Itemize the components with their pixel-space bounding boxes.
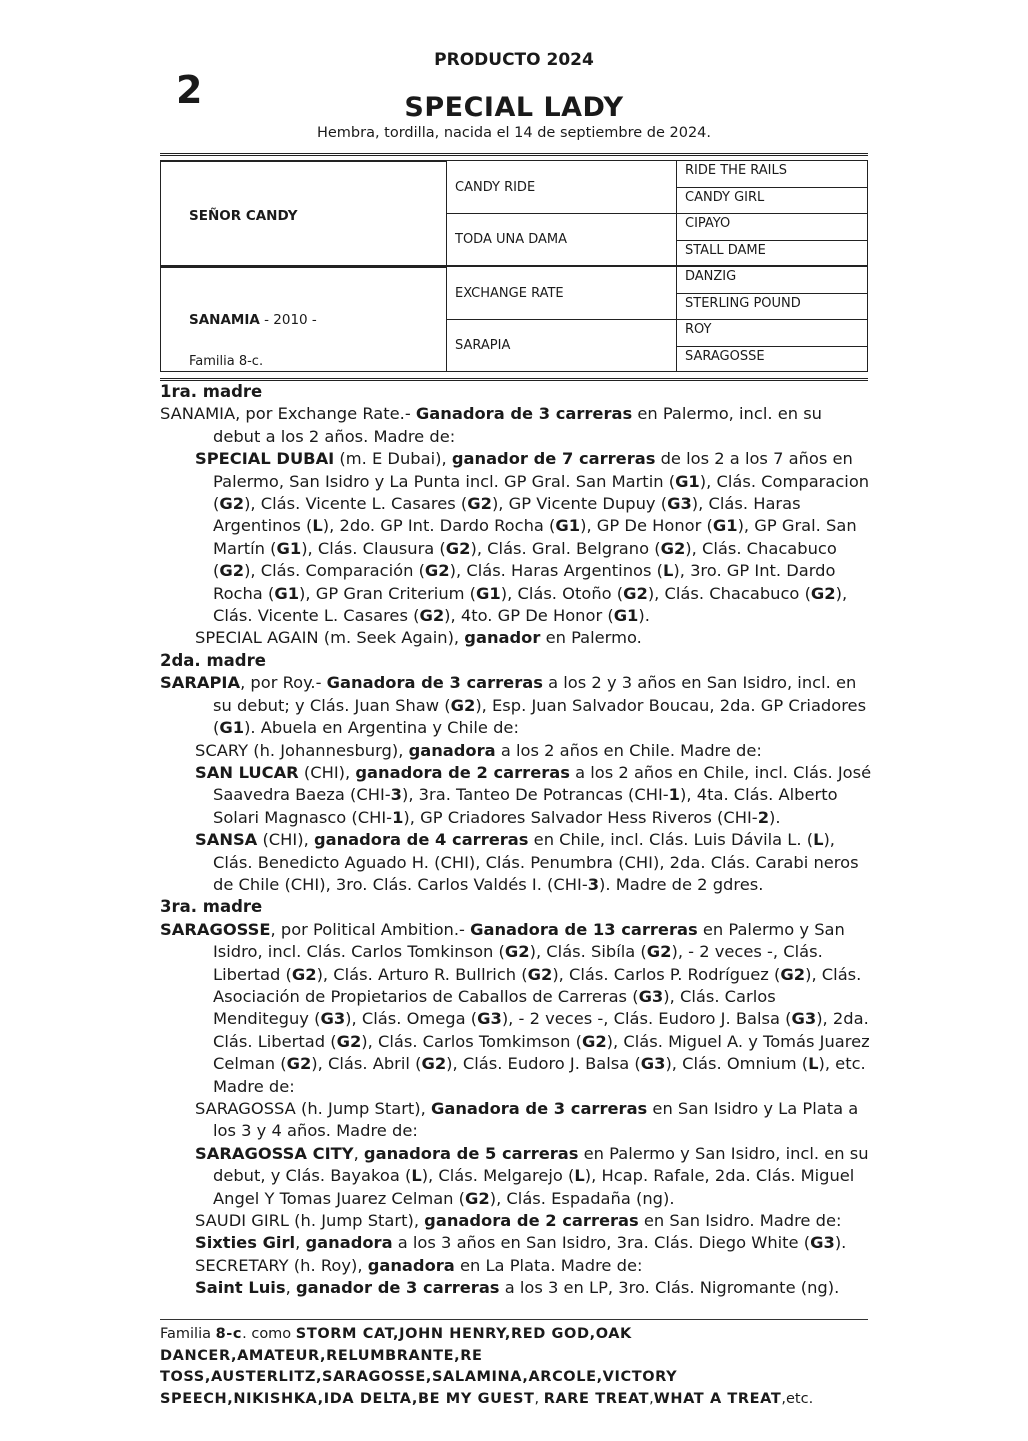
produce-entry: SAUDI GIRL (h. Jump Start), ganadora de 2 carreras en San Isidro. Madre de: (195, 1211, 842, 1231)
dam-record: SANAMIA, por Exchange Rate.- Ganadora de 3 carreras en Palermo, incl. en su debut a los 2 años. Madre de: (160, 404, 823, 446)
footer-separator: , (534, 1390, 544, 1407)
family-footer (160, 1324, 872, 1410)
dam-year: - 2010 - (259, 312, 317, 328)
gen3-cell: STALL DAME (676, 240, 868, 266)
sire-sire-cell: CANDY RIDE (446, 160, 677, 214)
catalog-header: PRODUCTO 2024 (434, 50, 594, 70)
produce-entry: SPECIAL AGAIN (m. Seek Again), ganador en Palermo. (195, 628, 642, 648)
section-heading-2da-madre: 2da. madre (160, 650, 266, 670)
dam-dam-cell: SARAPIA (446, 319, 677, 372)
sire-dam-cell: TODA UNA DAMA (446, 213, 677, 266)
dam-name: SANAMIA (189, 312, 260, 328)
sire-name: SEÑOR CANDY (189, 208, 298, 224)
family-notable-names: WHAT A TREAT (653, 1390, 782, 1407)
dam-name-line (189, 312, 317, 328)
footer-etc: ,etc. (781, 1390, 814, 1407)
section-heading-1ra-madre: 1ra. madre (160, 382, 263, 401)
footer-separator: , (649, 1390, 654, 1407)
produce-record (160, 381, 872, 1300)
pedigree-table (160, 153, 868, 381)
gen3-cell: SARAGOSSE (676, 346, 868, 372)
dam-record: SARAPIA, por Roy.- Ganadora de 3 carreras a los 2 y 3 años en San Isidro, incl. en su debut; y Clás. Juan Shaw (G2), Esp. Juan Salvador Boucau, 2da. GP Criadores (G1). Abuela en Argentina y Chile de: (160, 673, 867, 738)
family-notable-names: RARE TREAT (543, 1390, 650, 1407)
lot-number: 2 (176, 68, 203, 112)
family-note: Familia 8-c. (189, 354, 264, 369)
family-code: 8-c (215, 1326, 243, 1342)
produce-entry: SARAGOSSA CITY, ganadora de 5 carreras en Palermo y San Isidro, incl. en su debut, y Clás. Bayakoa (L), Clás. Melgarejo (L), Hcap. Rafale, 2da. Clás. Miguel Angel Y Tomas Juarez Celman (G2), Clás. Espadaña (ng). (195, 1143, 869, 1208)
produce-entry: Saint Luis, ganador de 3 carreras a los 3 en LP, 3ro. Clás. Nigromante (ng). (195, 1278, 840, 1298)
dam-sire-cell: EXCHANGE RATE (446, 266, 677, 320)
footer-divider (160, 1319, 868, 1320)
dam-record: SARAGOSSE, por Political Ambition.- Ganadora de 13 carreras en Palermo y San Isidro, incl. Clás. Carlos Tomkinson (G2), Clás. Sibíla (G2), - 2 veces -, Clás. Libertad (G2), Clás. Arturo R. Bullrich (G2), Clás. Carlos P. Rodríguez (G2), Clás. Asociación de Propietarios de Caballos de Carreras (G3), Clás. Carlos Menditeguy (G3), Clás. Omega (G3), - 2 veces -, Clás. Eudoro J. Balsa (G3), 2da. Clás. Libertad (G2), Clás. Carlos Tomkimson (G2), Clás. Miguel A. y Tomás Juarez Celman (G2), Clás. Abril (G2), Clás. Eudoro J. Balsa (G3), Clás. Omnium (L), etc. Madre de: (160, 919, 870, 1096)
horse-name: SPECIAL LADY (404, 92, 624, 123)
gen3-cell: RIDE THE RAILS (676, 160, 868, 188)
produce-entry: Sixties Girl, ganadora a los 3 años en San Isidro, 3ra. Clás. Diego White (G3). (195, 1233, 847, 1253)
horse-description: Hembra, tordilla, nacida el 14 de septiembre de 2024. (316, 125, 712, 141)
produce-entry: SCARY (h. Johannesburg), ganadora a los 2 años en Chile. Madre de: (195, 740, 762, 760)
family-notable-names: STORM CAT,JOHN HENRY,RED GOD,OAK DANCER,AMATEUR,RELUMBRANTE,RE TOSS,AUSTERLITZ,SARAGOSSE,SALAMINA,ARCOLE,VICTORY SPEECH,NIKISHKA,IDA DELTA,BE MY GUEST (160, 1326, 678, 1407)
footer-como: . como (242, 1326, 296, 1342)
gen3-cell: DANZIG (676, 266, 868, 294)
produce-entry: SANSA (CHI), ganadora de 4 carreras en Chile, incl. Clás. Luis Dávila L. (L), Clás. Benedicto Aguado H. (CHI), Clás. Penumbra (CHI), 2da. Clás. Carabi neros de Chile (CHI), 3ro. Clás. Carlos Valdés I. (CHI-3). Madre de 2 gdres. (195, 830, 859, 894)
gen3-cell: ROY (676, 319, 868, 347)
produce-entry: SAN LUCAR (CHI), ganadora de 2 carreras a los 2 años en Chile, incl. Clás. José Saavedra Baeza (CHI-3), 3ra. Tanteo De Potrancas (CHI-1), 4ta. Clás. Alberto Solari Magnasco (CHI-1), GP Criadores Salvador Hess Riveros (CHI-2). (195, 762, 872, 827)
produce-entry: SPECIAL DUBAI (m. E Dubai), ganador de 7 carreras de los 2 a los 7 años en Palermo, San Isidro y La Punta incl. GP Gral. San Martin (G1), Clás. Comparacion (G2), Clás. Vicente L. Casares (G2), GP Vicente Dupuy (G3), Clás. Haras Argentinos (L), 2do. GP Int. Dardo Rocha (G1), GP De Honor (G1), GP Gral. San Martín (G1), Clás. Clausura (G2), Clás. Gral. Belgrano (G2), Clás. Chacabuco (G2), Clás. Comparación (G2), Clás. Haras Argentinos (L), 3ro. GP Int. Dardo Rocha (G1), GP Gran Criterium (G1), Clás. Otoño (G2), Clás. Chacabuco (G2), Clás. Vicente L. Casares (G2), 4to. GP De Honor (G1). (195, 449, 870, 626)
sire-cell (160, 160, 447, 266)
gen3-cell: STERLING POUND (676, 293, 868, 320)
produce-entry: SARAGOSSA (h. Jump Start), Ganadora de 3 carreras en San Isidro y La Plata a los 3 y 4 años. Madre de: (195, 1099, 859, 1141)
footer-prefix: Familia (160, 1326, 216, 1342)
gen3-cell: CANDY GIRL (676, 187, 868, 214)
produce-entry: SECRETARY (h. Roy), ganadora en La Plata. Madre de: (195, 1255, 643, 1275)
gen3-cell: CIPAYO (676, 213, 868, 241)
section-heading-3ra-madre: 3ra. madre (160, 897, 263, 917)
dam-cell (160, 266, 447, 372)
